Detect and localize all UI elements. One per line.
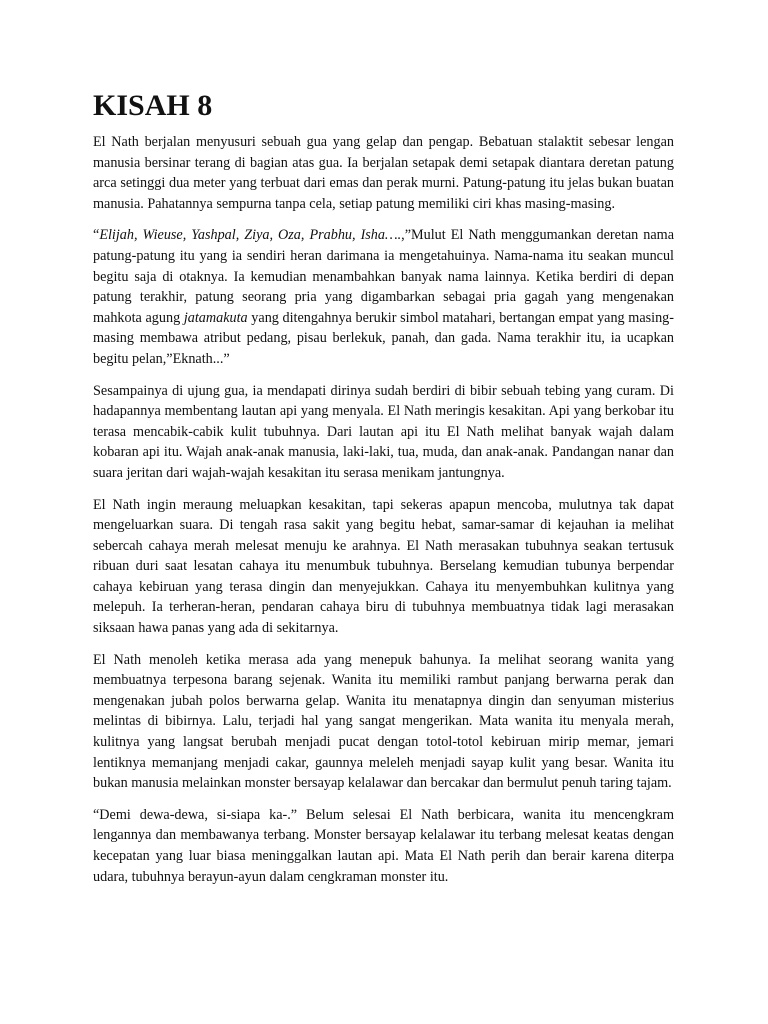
paragraph-5-text: El Nath menoleh ketika merasa ada yang menepuk bahunya. Ia melihat seorang wanita yang membuatnya terpesona barang sejenak. Wanita itu memiliki rambut panjang berwarna perak dan mengenakan jubah polos berwarna gelap. Wanita itu menatapnya dingin dan senyuman misterius melintas di bibirnya. Lalu, terjadi hal yang sangat mengerikan. Mata wanita itu menyala merah, kulitnya yang langsat berubah menjadi pucat dengan totol-totol kebiruan mirip memar, jemari lentiknya memanjang menjadi cakar, gaunnya meleleh menjadi sayap kulit yang besar. Wanita itu bukan manusia melainkan monster bersayap kelalawar dan bercakar dan bermulut penuh taring tajam. bbox=[93, 651, 674, 792]
document-body bbox=[93, 88, 674, 898]
paragraph-6 bbox=[93, 805, 674, 887]
paragraph-2-italic-jatamakuta: jatamakuta bbox=[183, 309, 248, 326]
paragraph-2-text-a: ,”Mulut El Nath menggumankan deretan nama patung-patung itu yang ia sendiri heran darimana ia mengetahuinya. Nama-nama itu seakan muncul begitu saja di otaknya. Ia kemudian menambahkan banyak nama lainnya. Ketika berdiri di depan patung terakhir, patung seorang pria yang digambarkan sebagai pria gagah yang mengenakan mahkota agung bbox=[93, 227, 675, 326]
paragraph-6-text: “Demi dewa-dewa, si-siapa ka-.” Belum selesai El Nath berbicara, wanita itu mencengkram lengannya dan membawanya terbang. Monster bersayap kelalawar itu terbang melesat keatas dengan kecepatan yang luar biasa meninggalkan lautan api. Mata El Nath perih dan berair karena diterpa udara, tubuhnya berayun-ayun dalam cengkraman monster itu. bbox=[93, 806, 674, 885]
document-title: KISAH 8 bbox=[93, 89, 213, 122]
paragraph-2 bbox=[93, 225, 674, 369]
paragraph-3-text: Sesampainya di ujung gua, ia mendapati dirinya sudah berdiri di bibir sebuah tebing yang curam. Di hadapannya membentang lautan api yang menyala. El Nath meringis kesakitan. Api yang berkobar itu terasa mencabik-cabik kulit tubuhnya. Dari lautan api itu El Nath melihat banyak wajah dalam kobaran api itu. Wajah anak-anak manusia, laki-laki, tua, muda, dan anak-anak. Pandangan nanar dan suara jeritan dari wajah-wajah kesakitan itu serasa menikam jantungnya. bbox=[93, 382, 674, 481]
paragraph-2-italic-names: Elijah, Wieuse, Yashpal, Ziya, Oza, Prabhu, Isha…. bbox=[99, 227, 402, 244]
paragraph-2-text-b: yang ditengahnya berukir simbol matahari, bertangan empat yang masing-masing membawa atribut pedang, pisau berlekuk, panah, dan gada. Nama terakhir itu, ia ucapkan begitu pelan,”Eknath...” bbox=[93, 309, 674, 367]
paragraph-4-text: El Nath ingin meraung meluapkan kesakitan, tapi sekeras apapun mencoba, mulutnya tak dapat mengeluarkan suara. Di tengah rasa sakit yang begitu hebat, samar-samar di kejauhan ia melihat sebercah cahaya merah melesat menuju ke arahnya. El Nath merasakan tubuhnya seakan tertusuk ribuan duri saat lesatan cahaya itu menumbuk tubuhnya. Berselang kemudian tubunya berpendar cahaya kebiruan yang terasa dingin dan menyejukkan. Cahaya itu menyembuhkan kulitnya yang melepuh. Ia terheran-heran, pendaran cahaya biru di tubuhnya membuatnya tidak lagi merasakan siksaan hawa panas yang ada di sekitarnya. bbox=[93, 496, 674, 637]
paragraph-1-text: El Nath berjalan menyusuri sebuah gua yang gelap dan pengap. Bebatuan stalaktit sebesar lengan manusia bersinar terang di bagian atas gua. Ia berjalan setapak demi setapak diantara deretan patung arca setinggi dua meter yang terbuat dari emas dan perak murni. Patung-patung itu jelas bukan buatan manusia. Pahatannya sempurna tanpa cela, setiap patung memiliki ciri khas masing-masing. bbox=[93, 134, 674, 212]
paragraph-5 bbox=[93, 650, 674, 794]
paragraph-1 bbox=[93, 132, 674, 214]
paragraph-4 bbox=[93, 495, 674, 639]
paragraph-2-open-quote: “ bbox=[93, 227, 100, 244]
paragraph-3 bbox=[93, 381, 674, 484]
